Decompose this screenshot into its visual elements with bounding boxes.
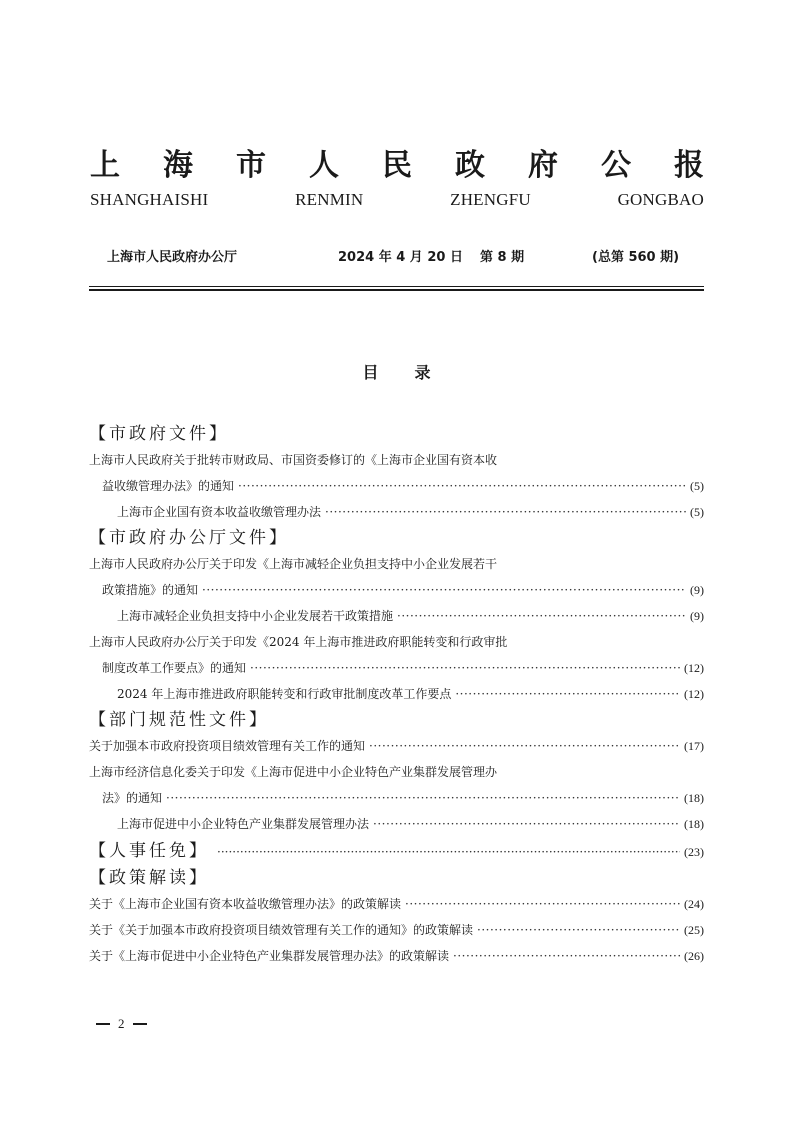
toc-page-number: (25) bbox=[684, 923, 704, 937]
dot-leader bbox=[373, 811, 680, 837]
masthead-char: 公 bbox=[601, 148, 631, 183]
toc-entry-title: 法》的通知 bbox=[102, 791, 163, 805]
masthead-char: 府 bbox=[528, 148, 558, 183]
dot-leader bbox=[397, 603, 686, 629]
dot-leader bbox=[202, 577, 686, 603]
toc-entry-title: 上海市人民政府办公厅关于印发《2024 年上海市推进政府职能转变和行政审批 bbox=[89, 635, 508, 649]
toc-page-number: (9) bbox=[690, 609, 704, 623]
toc-entry[interactable] bbox=[89, 681, 704, 707]
toc-entry[interactable] bbox=[89, 499, 704, 525]
footer-dash-right bbox=[133, 1023, 147, 1025]
toc-entry[interactable] bbox=[89, 629, 704, 655]
toc-entry[interactable] bbox=[89, 811, 704, 837]
masthead-char: 上 bbox=[90, 148, 120, 183]
toc-title: 目录 bbox=[362, 363, 467, 382]
dot-leader bbox=[325, 499, 686, 525]
dot-leader bbox=[455, 681, 680, 707]
toc-section-entry[interactable] bbox=[89, 837, 704, 865]
toc-page-number: (18) bbox=[684, 817, 704, 831]
toc-entry-title: 上海市经济信息化委关于印发《上海市促进中小企业特色产业集群发展管理办 bbox=[89, 765, 498, 779]
dot-leader bbox=[217, 838, 680, 866]
masthead-char: 报 bbox=[674, 148, 704, 183]
toc-entry[interactable] bbox=[89, 473, 704, 499]
masthead-pinyin-word: ZHENGFU bbox=[450, 190, 531, 209]
masthead-pinyin-title bbox=[90, 188, 704, 212]
masthead-chinese-title bbox=[90, 146, 704, 186]
masthead-char: 海 bbox=[163, 148, 193, 183]
toc-entry[interactable] bbox=[89, 891, 704, 917]
issue-date: 2024 年 4 月 20 日 bbox=[338, 250, 463, 265]
toc-entry[interactable] bbox=[89, 551, 704, 577]
page-footer bbox=[96, 1016, 147, 1032]
masthead-pinyin-word: SHANGHAISHI bbox=[90, 190, 209, 209]
toc-entry[interactable] bbox=[89, 785, 704, 811]
issue-total-number: (总第 560 期) bbox=[592, 250, 680, 265]
toc-section-heading: 【市政府文件】 bbox=[89, 424, 229, 444]
footer-dash-left bbox=[96, 1023, 110, 1025]
toc-entry-title: 益收缴管理办法》的通知 bbox=[102, 479, 235, 493]
masthead-char: 市 bbox=[236, 148, 266, 183]
toc-entry-title: 上海市人民政府关于批转市财政局、市国资委修订的《上海市企业国有资本收 bbox=[89, 453, 498, 467]
masthead-char: 人 bbox=[309, 148, 339, 183]
toc-entry-title: 关于《关于加强本市政府投资项目绩效管理有关工作的通知》的政策解读 bbox=[89, 923, 474, 937]
toc-page-number: (18) bbox=[684, 791, 704, 805]
toc-entry-title: 上海市减轻企业负担支持中小企业发展若干政策措施 bbox=[117, 609, 394, 623]
masthead-char: 政 bbox=[455, 148, 485, 183]
toc-section-heading: 【人事任免】 bbox=[89, 841, 209, 861]
toc-entry-title: 上海市企业国有资本收益收缴管理办法 bbox=[117, 505, 322, 519]
toc-entry[interactable] bbox=[89, 943, 704, 969]
toc-page-number: (12) bbox=[684, 687, 704, 701]
dot-leader bbox=[250, 655, 680, 681]
toc-entry-title: 制度改革工作要点》的通知 bbox=[102, 661, 247, 675]
toc-page-number: (24) bbox=[684, 897, 704, 911]
toc-entry-title: 关于《上海市企业国有资本收益收缴管理办法》的政策解读 bbox=[89, 897, 402, 911]
toc-page-number: (26) bbox=[684, 949, 704, 963]
toc-entry-title: 上海市促进中小企业特色产业集群发展管理办法 bbox=[117, 817, 370, 831]
toc-entry-title: 关于加强本市政府投资项目绩效管理有关工作的通知 bbox=[89, 739, 366, 753]
masthead-char: 民 bbox=[382, 148, 412, 183]
issue-number: 第 8 期 bbox=[480, 250, 525, 265]
toc-page-number: (5) bbox=[690, 505, 704, 519]
toc-entry[interactable] bbox=[89, 733, 704, 759]
dot-leader bbox=[477, 917, 680, 943]
toc-entry[interactable] bbox=[89, 577, 704, 603]
toc-entry[interactable] bbox=[89, 759, 704, 785]
toc-page-number: (9) bbox=[690, 583, 704, 597]
toc-entry[interactable] bbox=[89, 917, 704, 943]
page-number: 2 bbox=[118, 1016, 125, 1031]
toc-page-number: (12) bbox=[684, 661, 704, 675]
dot-leader bbox=[369, 733, 680, 759]
toc-entry-title: 2024 年上海市推进政府职能转变和行政审批制度改革工作要点 bbox=[117, 687, 452, 701]
dot-leader bbox=[238, 473, 686, 499]
toc-page-number: (17) bbox=[684, 739, 704, 753]
masthead-pinyin-word: RENMIN bbox=[295, 190, 364, 209]
table-of-contents bbox=[89, 421, 704, 969]
header-rule-thin bbox=[89, 286, 704, 287]
toc-section-heading: 【部门规范性文件】 bbox=[89, 710, 269, 730]
toc-entry[interactable] bbox=[89, 603, 704, 629]
toc-section-heading: 【市政府办公厅文件】 bbox=[89, 528, 289, 548]
toc-section-heading: 【政策解读】 bbox=[89, 868, 209, 888]
masthead-pinyin-word: GONGBAO bbox=[617, 190, 704, 209]
issue-publisher: 上海市人民政府办公厅 bbox=[107, 250, 238, 265]
dot-leader bbox=[166, 785, 680, 811]
toc-entry-title: 政策措施》的通知 bbox=[102, 583, 199, 597]
toc-entry[interactable] bbox=[89, 655, 704, 681]
toc-entry-title: 上海市人民政府办公厅关于印发《上海市减轻企业负担支持中小企业发展若干 bbox=[89, 557, 498, 571]
toc-entry-title: 关于《上海市促进中小企业特色产业集群发展管理办法》的政策解读 bbox=[89, 949, 450, 963]
header-rule-thick bbox=[89, 289, 704, 291]
toc-page-number: (5) bbox=[690, 479, 704, 493]
dot-leader bbox=[405, 891, 680, 917]
toc-page-number: (23) bbox=[684, 845, 704, 859]
dot-leader bbox=[453, 943, 680, 969]
toc-entry[interactable] bbox=[89, 447, 704, 473]
